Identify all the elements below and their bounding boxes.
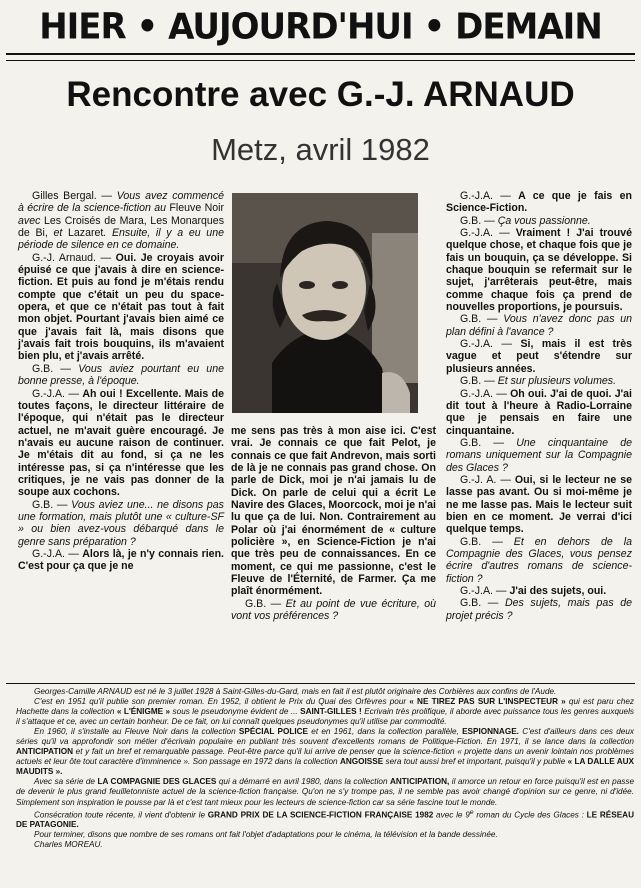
paragraph: G.-J. Arnaud. — Oui. Je croyais avoir épuisé ce que j'avais à dire en science-fiction. Et puis au fond je m'étais rendu compte que c'était un peu du space-opera, et que ce n'était pas tout à fait mon objet. Pourtant j'avais bien aimé ce que j'avais fait là, mais disons que j'avais fait trois bouquins, ils m'avaient bien plu, et j'avais arrêté. xyxy=(18,251,224,363)
paragraph: G.B. — Ça vous passionne. xyxy=(460,214,591,227)
paragraph: G.-J.A. — Vraiment ! J'ai trouvé quelque chose, et chaque fois que je fais un bouquin, ça se développe. Si chaque bouquin se refermait sur le sujet, j'arrêterais peut-être, mais comme chaque fois ça prend de nouvelles proportions, je poursuis. xyxy=(446,227,632,314)
bio-paragraph: Pour terminer, disons que nombre de ses romans ont fait l'objet d'adaptations pour le cinéma, la télévision et la bande dessinée. xyxy=(34,830,498,840)
paragraph: G.B. — Et sur plusieurs volumes. xyxy=(460,375,617,388)
author-bio xyxy=(16,687,634,850)
masthead-rule-thick xyxy=(6,53,635,55)
bio-rule xyxy=(6,683,635,684)
paragraph: G.-J.A. — Ah oui ! Excellente. Mais de toutes façons, le directeur littéraire de l'époque, qui n'était pas le directeur actuel, ne m'avait guère encouragé. Je n'avais eu aucune raison de continuer. Je m'étais dit au fond, si ça ne les intéresse pas, si ça n'intéresse que les critiques, je ne vais pas donner de la soupe aux cochons. xyxy=(18,387,224,499)
paragraph: G.B. — Vous aviez une... ne disons pas une formation, mais plutôt une « culture-SF » ou bien avez-vous débarqué dans le genre sans préparation ? xyxy=(18,498,224,548)
paragraph: G.B. — Vous aviez pourtant eu une bonne presse, à l'époque. xyxy=(18,362,224,388)
paragraph: G.-J. A. — Oui, si le lecteur ne se lasse pas avant. Ou si moi-même je ne me lasse pas. Mais le lecteur suit bien en ce moment. Je verrai d'ici quelque temps. xyxy=(446,473,632,536)
bio-signature: Charles MOREAU. xyxy=(34,840,103,850)
bio-paragraph: Consécration toute récente, il vient d'obtenir le GRAND PRIX DE LA SCIENCE-FICTION FRANÇAISE 1982 avec le 9e roman du Cycle des Glaces : LE RÉSEAU DE PATAGONIE. xyxy=(16,808,634,830)
paragraph: G.B. — Vous n'avez donc pas un plan défini à l'avance ? xyxy=(446,313,632,338)
paragraph: G.-J.A. — Alors là, je n'y connais rien. C'est pour ça que je ne xyxy=(18,547,224,573)
interview-column-3 xyxy=(446,190,632,622)
bio-paragraph: En 1960, il s'installe au Fleuve Noir dans la collection SPÉCIAL POLICE et en 1961, dans la collection parallèle, ESPIONNAGE. C'est d'ailleurs dans ces deux séries qu'il va approfondir son métier d'écrivain populaire en publiant très souvent d'excellents romans de Politique-Fiction. En 1971, il se lance dans la collection ANTICIPATION et y fait un bref et remarquable passage. Peut-être parce qu'il lui arrive de penser que la science-fiction « projette dans un avenir lointain nos problèmes actuels et leur ôte tout caractère d'imminence ». Son passage en 1972 dans la collection ANGOISSE sera tout aussi bref et important, puisqu'il y publie « LA DALLE AUX MAUDITS ». xyxy=(16,727,634,777)
bio-paragraph: Georges-Camille ARNAUD est né le 3 juillet 1928 à Saint-Gilles-du-Gard, mais en fait il est plutôt originaire des Corbières aux confins de l'Aude. xyxy=(34,687,557,696)
masthead-rule-thin xyxy=(6,60,635,61)
paragraph: me sens pas très à mon aise ici. C'est vrai. Je connais ce que fait Pelot, je connais ce que fait Andrevon, mais sorti de là je ne connais pas grand chose. On parle de Dick, moi je n'ai jamais lu de Dick. On parle de celui qui a écrit Le Navire des Glaces, Moorcock, moi je n'ai lu que ça de lui. Non. Contrairement au Polar où j'ai énormément de « culture policière », en Science-Fiction je n'ai que très peu de connaissances. En ce moment, ce qui me passionne, c'est le Fleuve de l'Éternité, de Farmer. Ça me plaît énormément. xyxy=(231,425,436,598)
paragraph: G.B. — Des sujets, mais pas de projet précis ? xyxy=(446,597,632,622)
paragraph: G.-J.A. — Oh oui. J'ai de quoi. J'ai dit tout à l'heure à Radio-Lorraine que je pensais en faire une cinquantaine. xyxy=(446,387,632,437)
paragraph: Gilles Bergal. — Vous avez commencé à écrire de la science-fiction au Fleuve Noir avec Les Croisés de Mara, Les Monarques de Bi, et Lazaret. Ensuite, il y a eu une période de silence en ce domaine. xyxy=(18,190,225,252)
portrait-photo-icon xyxy=(232,193,418,413)
masthead: HIER • AUJOURD'HUI • DEMAIN xyxy=(39,6,602,48)
interview-column-1 xyxy=(18,190,224,573)
paragraph: G.-J.A. — Si, mais il est très vague et peut s'étendre sur plusieurs années. xyxy=(446,338,632,375)
paragraph: G.-J.A. — J'ai des sujets, oui. xyxy=(460,585,607,597)
paragraph: G.B. — Une cinquantaine de romans uniquement sur la Compagnie des Glaces ? xyxy=(446,436,632,474)
dateline: Metz, avril 1982 xyxy=(211,132,430,167)
paragraph: G.B. — Et au point de vue écriture, où vont vos préférences ? xyxy=(231,597,436,623)
paragraph: G.B. — Et en dehors de la Compagnie des Glaces, vous pensez écrire d'autres romans de science-fiction ? xyxy=(446,535,632,585)
bio-paragraph: C'est en 1951 qu'il publie son premier roman. En 1952, il obtient le Prix du Quai des Orfèvres pour « NE TIREZ PAS SUR L'INSPECTEUR » qui est paru chez Hachette dans la collection « L'ÉNIGME » sous le pseudonyme évident de ... SAINT-GILLES ! Ecrivain très prolifique, il aborde avec puissance tous les genres auxquels il s'attaque et ce, avec un certain bonheur. De ce fait, on lui connaît quelques pseudonymes qu'il utilise par commodité. xyxy=(16,697,635,727)
interview-column-2 xyxy=(231,425,436,623)
portrait-photo xyxy=(232,193,418,413)
headline: Rencontre avec G.-J. ARNAUD xyxy=(66,75,575,114)
bio-paragraph: Avec sa série de LA COMPAGNIE DES GLACES qui a démarré en avril 1980, dans la collection ANTICIPATION, il amorce un retour en force puisqu'il est en passe de devenir le plus grand feuilletonniste actuel de la science-fiction française. Qu'on ne s'y trompe pas, il ne semble pas avoir changé d'opinion sur ce genre, ni d'idée. Simplement son inspiration le pousse par là et c'est tant mieux pour les lecteurs de science-fiction car sa série fascine tout le monde. xyxy=(16,777,634,807)
paragraph: G.-J.A. — A ce que je fais en Science-Fiction. xyxy=(446,190,632,215)
